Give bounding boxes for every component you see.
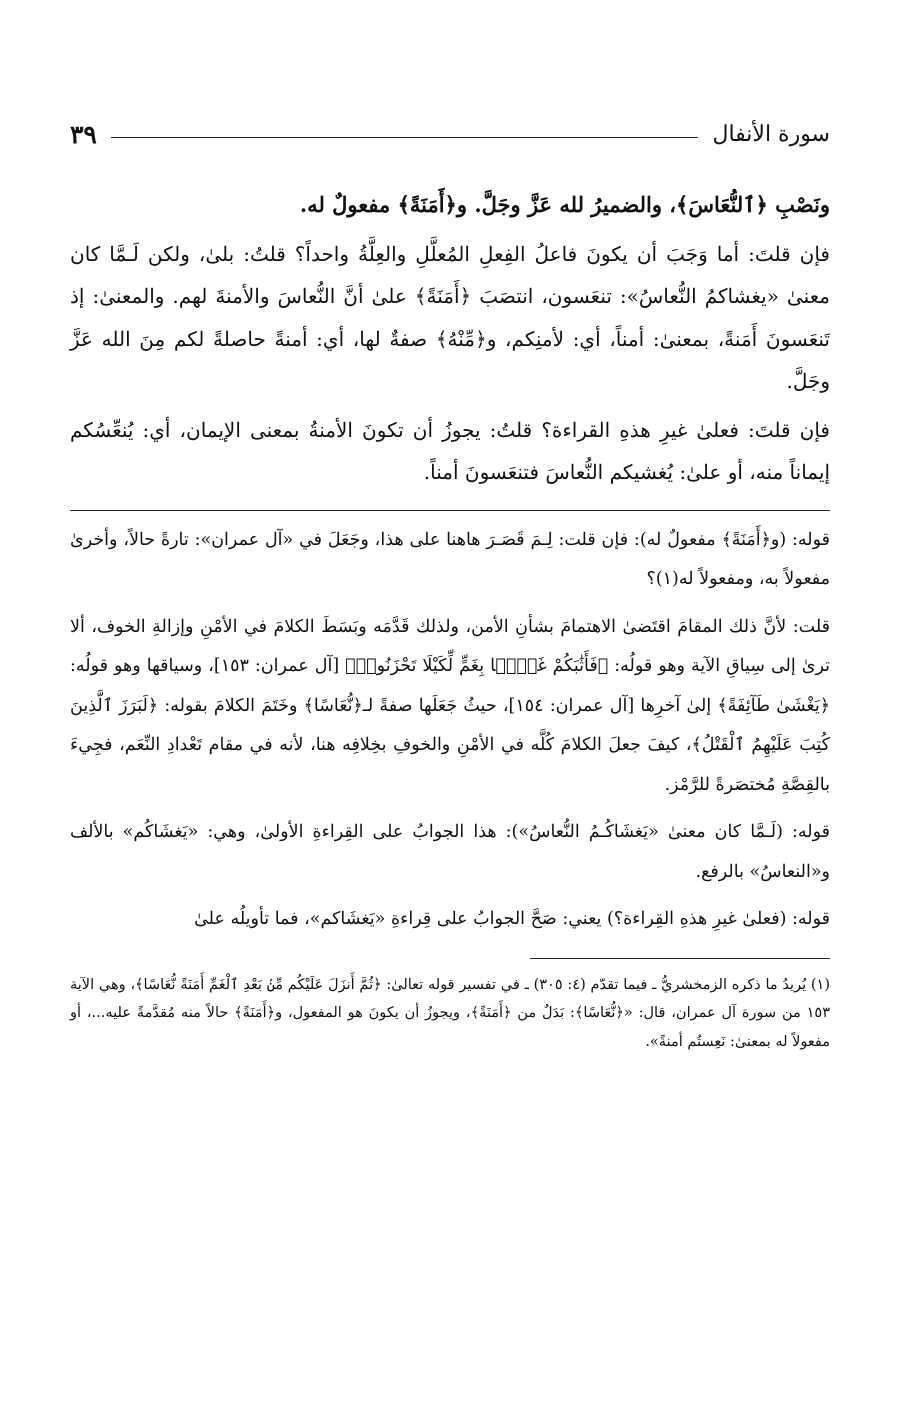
footnotes — [70, 971, 830, 1057]
main-paragraph: ونَصْبِ ﴿ٱلنُّعَاسَ﴾، والضميرُ لله عَزَّ وجَلَّ. و﴿أَمَنَةً﴾ مفعولٌ له. — [299, 192, 830, 217]
surah-title: سورة الأنفال — [712, 121, 830, 147]
commentary-paragraph: قوله: (لَـمَّا كان معنىٰ «يَغشَاكُـمُ النُّعاسُ»): هذا الجوابُ على القِراءةِ الأولىٰ، وهي: «يَغشَاكُم» بالألف و«النعاسُ» بالرفع. — [70, 822, 830, 882]
commentary-paragraph: قوله: (فعلىٰ غيرِ هذهِ القِراءة؟) يعني: صَحَّ الجوابُ على قِراءةِ «يَغشَاكم»، فما تأويلُه علىٰ — [194, 909, 830, 929]
main-paragraph: فإن قلتَ: أما وَجَبَ أن يكونَ فاعلُ الفِعلِ المُعلَّلِ والعِلَّةُ واحداً؟ قلتُ: بلىٰ، ولكن لَـمَّا كان معنىٰ «يغشاكمُ النُّعاسُ»: تنعَسون، انتصَبَ ﴿أَمَنَةً﴾ علىٰ أنَّ النُّعاسَ والأمنةَ لهم. والمعنىٰ: إذ تَنعَسونَ أَمَنةً، بمعنىٰ: أمناً، أي: لأمنِكم، و﴿مِّنْهُ﴾ صفةٌ لها، أي: أمنةً حاصلةً لكم مِنَ الله عَزَّ وجَلَّ. — [70, 241, 830, 393]
commentary-text — [70, 521, 830, 940]
commentary-paragraph: قلت: لأنَّ ذلك المقامَ اقتَضىٰ الاهتمامَ بشأنِ الأمن، ولذلك قَدَّمَه وبَسَطَ الكلامَ في الأمْنِ وإزالةِ الخوف، ألا ترىٰ إلى سِياقِ الآية وهو قولُه: ﴿فَأَثَٰبَكُمْ غَمًّۢا بِغَمٍّ لِّكَيْلَا تَحْزَنُوا۟﴾ [آل عمران: ١٥٣]، وسياقها وهو قولُه: ﴿يَغْشَىٰ طَآئِفَةً﴾ إلىٰ آخرِها [آل عمران: ١٥٤]، حيثُ جَعَلَها صفةً لـ﴿نُّعَاسًا﴾ وخَتَمَ الكلامَ بقوله: ﴿لَبَرَزَ ٱلَّذِينَ كُتِبَ عَلَيْهِمُ ٱلْقَتْلُ﴾، كيفَ جعلَ الكلامَ كُلَّه في الأمْنِ والخوفِ بخِلافِه هنا، لأنه في مقام تَعْدادِ النِّعَم، فجِيءَ بالقِصَّةِ مُختصَرةً للرَّمْز. — [70, 616, 830, 795]
footnote-divider — [530, 958, 830, 959]
main-paragraph: فإن قلتَ: فعلىٰ غيرِ هذهِ القراءة؟ قلتُ: يجوزُ أن تكونَ الأمنةُ بمعنى الإيمان، أي: يُنعِّسُكم إيماناً منه، أو علىٰ: يُغشيكم النُّعاسَ فتنعَسونَ أمناً. — [70, 417, 830, 484]
header-rule — [111, 137, 699, 138]
main-text — [70, 184, 830, 494]
commentary-paragraph: قوله: (و﴿أَمَنَةً﴾ مفعولٌ له): فإن قلت: لِـمَ قَصَـرَ هاهنا على هذا، وجَعَلَ في «آل عمران»: تارةً حالاً، وأخرىٰ مفعولاً به، ومفعولاً له(١)؟ — [70, 529, 830, 589]
footnote: (١) يُريدُ ما ذكره الزمخشريُّ ـ فيما تقدّم (٤: ٣٠٥) ـ في تفسير قوله تعالىٰ: ﴿ثُمَّ أَنزَلَ عَلَيْكُم مِّنۢ بَعْدِ ٱلْغَمِّ أَمَنَةً نُّعَاسًا﴾، وهي الآية ١٥٣ من سورة آل عمران، قال: «﴿نُّعَاسًا﴾: بَدَلٌ من ﴿أَمَنَةً﴾، ويجوزُ أن يكونَ هو المفعول، و﴿أَمَنَةً﴾ حالاً منه مُقدَّمةً عليه...، أو مفعولاً له بمعنىٰ: نَعِستُم أمنةً». — [70, 976, 831, 1050]
section-divider — [70, 510, 830, 511]
page-header — [70, 108, 830, 160]
book-page — [70, 108, 830, 1056]
page-number: ٣٩ — [70, 119, 97, 149]
